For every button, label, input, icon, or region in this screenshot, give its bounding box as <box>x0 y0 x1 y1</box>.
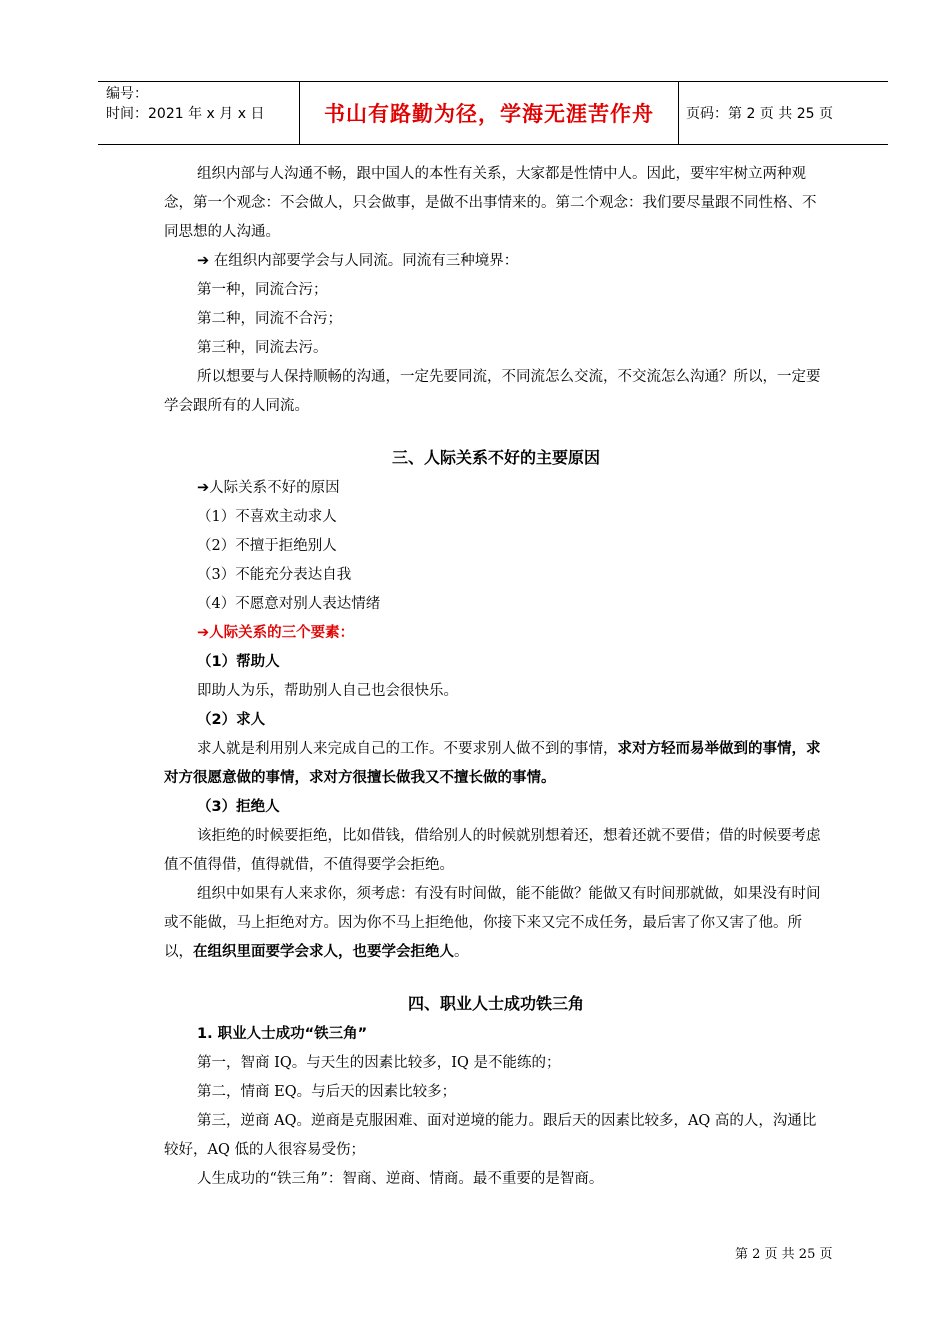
subheading: （1）帮助人 <box>197 654 280 670</box>
paragraph: 所以想要与人保持顺畅的沟通，一定先要同流，不同流怎么交流，不交流怎么沟通？所以，一定要学会跟所有的人同流。 <box>164 369 821 414</box>
paragraph: 第一，智商 IQ。与天生的因素比较多，IQ 是不能练的； <box>197 1055 561 1071</box>
header-page-info: 页码：第 2 页 共 25 页 <box>686 106 833 122</box>
paragraph <box>164 735 828 793</box>
paragraph <box>164 880 828 967</box>
paragraph-text: 在组织内部要学会与人同流。同流有三种境界： <box>209 253 519 269</box>
arrow-icon: ➔ <box>197 480 210 496</box>
paragraph: 第三，逆商 AQ。逆商是克服困难、面对逆境的能力。跟后天的因素比较多，AQ 高的人，沟通比较好，AQ 低的人很容易受伤； <box>164 1113 817 1158</box>
list-item: （1）不喜欢主动求人 <box>197 509 337 525</box>
subheading: （2）求人 <box>197 712 266 728</box>
paragraph-text: 组织中如果有人来求你，须考虑：有没有时间做，能不能做？能做又有时间那就做，如果没有时间或不能做，马上拒绝对方。因为你不马上拒绝他，你接下来又完不成任务，最后害了你又害了他。所以， <box>164 886 821 960</box>
list-item: （4）不愿意对别人表达情绪 <box>197 596 381 612</box>
paragraph: 即助人为乐，帮助别人自己也会很快乐。 <box>197 683 458 699</box>
subheading: 1. 职业人士成功“铁三角” <box>197 1026 368 1042</box>
list-item: （3）不能充分表达自我 <box>197 567 352 583</box>
paragraph: 第二，情商 EQ。与后天的因素比较多； <box>197 1084 457 1100</box>
paragraph: 组织内部与人沟通不畅，跟中国人的本性有关系，大家都是性情中人。因此，要牢牢树立两种观念，第一个观念：不会做人，只会做事，是做不出事情来的。第二个观念：我们要尽量跟不同性格、不同思想的人沟通。 <box>164 166 817 240</box>
list-item: （2）不擅于拒绝别人 <box>197 538 337 554</box>
paragraph-bold-text: 求对方轻而易举做到的事情，求对方很愿意做的事情，求对方很擅长做我又不擅长做的事情。 <box>164 741 821 786</box>
arrow-icon: ➔ <box>197 625 210 641</box>
paragraph: 人生成功的“铁三角”：智商、逆商、情商。最不重要的是智商。 <box>197 1171 604 1187</box>
paragraph-text: 求人就是利用别人来完成自己的工作。不要求别人做不到的事情， <box>197 741 618 757</box>
paragraph <box>164 247 828 276</box>
paragraph-bold-text: 在组织里面要学会求人，也要学会拒绝人 <box>193 944 454 960</box>
paragraph <box>164 619 828 648</box>
number-label: 编号： <box>106 86 148 102</box>
paragraph: 第三种，同流去污。 <box>197 340 328 356</box>
paragraph: 第二种，同流不合污； <box>197 311 342 327</box>
header-motto: 书山有路勤为径，学海无涯苦作舟 <box>299 82 679 144</box>
section-heading: 三、人际关系不好的主要原因 <box>391 448 600 467</box>
subheading: （3）拒绝人 <box>197 799 280 815</box>
paragraph-text: 。 <box>454 944 469 960</box>
paragraph-text: 人际关系的三个要素： <box>209 625 355 641</box>
paragraph: 该拒绝的时候要拒绝，比如借钱，借给别人的时候就别想着还，想着还就不要借；借的时候要考虑值不值得借，值得就借，不值得要学会拒绝。 <box>164 828 821 873</box>
paragraph-text: 人际关系不好的原因 <box>209 480 340 496</box>
paragraph: 第一种，同流合污； <box>197 282 328 298</box>
page-footer: 第 2 页 共 25 页 <box>735 1247 833 1262</box>
time-label: 时间：2021 年 x 月 x 日 <box>106 106 265 122</box>
section-heading: 四、职业人士成功铁三角 <box>407 994 584 1013</box>
arrow-icon: ➔ <box>197 253 210 269</box>
page-header <box>98 81 888 145</box>
paragraph <box>164 474 828 503</box>
header-meta <box>106 84 298 142</box>
document-body <box>164 160 828 1194</box>
